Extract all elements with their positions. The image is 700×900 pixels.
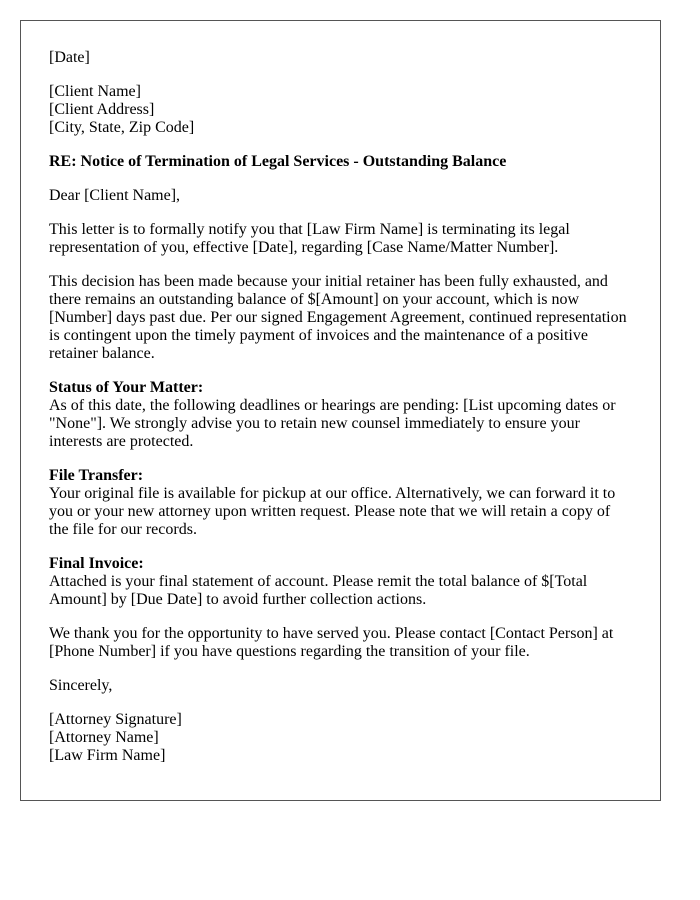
signature-block bbox=[49, 711, 632, 765]
closing: Sincerely, bbox=[49, 677, 113, 694]
recipient-address bbox=[49, 83, 632, 137]
section-heading: Final Invoice: bbox=[49, 555, 144, 572]
letter-document bbox=[20, 20, 661, 801]
closing-paragraph: We thank you for the opportunity to have served you. Please contact [Contact Person] at [Phone Number] if you have questions regarding the transition of your file. bbox=[49, 625, 614, 660]
attorney-name: [Attorney Name] bbox=[49, 729, 159, 746]
paragraph-reason: This decision has been made because your initial retainer has been fully exhausted, and there remains an outstanding balance of $[Amount] on your account, which is now [Number] days past due. Per our signed Engagement Agreement, continued representation is contingent upon the timely payment of invoices and the maintenance of a positive retainer balance. bbox=[49, 273, 627, 362]
section-final-invoice bbox=[49, 555, 632, 609]
section-heading: Status of Your Matter: bbox=[49, 379, 204, 396]
recipient-street: [Client Address] bbox=[49, 101, 155, 118]
section-body: As of this date, the following deadlines or hearings are pending: [List upcoming dates or "None"]. We strongly advise you to retain new counsel immediately to ensure your interests are protected. bbox=[49, 397, 616, 450]
paragraph-notice: This letter is to formally notify you that [Law Firm Name] is terminating its legal representation of you, effective [Date], regarding [Case Name/Matter Number]. bbox=[49, 221, 570, 256]
salutation: Dear [Client Name], bbox=[49, 187, 181, 204]
section-heading: File Transfer: bbox=[49, 467, 144, 484]
letter-date: [Date] bbox=[49, 49, 90, 66]
attorney-signature: [Attorney Signature] bbox=[49, 711, 182, 728]
section-file-transfer bbox=[49, 467, 632, 539]
recipient-city: [City, State, Zip Code] bbox=[49, 119, 195, 136]
law-firm-name: [Law Firm Name] bbox=[49, 747, 166, 764]
section-body: Your original file is available for pickup at our office. Alternatively, we can forward it to you or your new attorney upon written request. Please note that we will retain a copy of the file for our records. bbox=[49, 485, 616, 538]
section-body: Attached is your final statement of account. Please remit the total balance of $[Total Amount] by [Due Date] to avoid further collection actions. bbox=[49, 573, 588, 608]
section-status bbox=[49, 379, 632, 451]
subject-line: RE: Notice of Termination of Legal Services - Outstanding Balance bbox=[49, 153, 507, 170]
recipient-name: [Client Name] bbox=[49, 83, 141, 100]
